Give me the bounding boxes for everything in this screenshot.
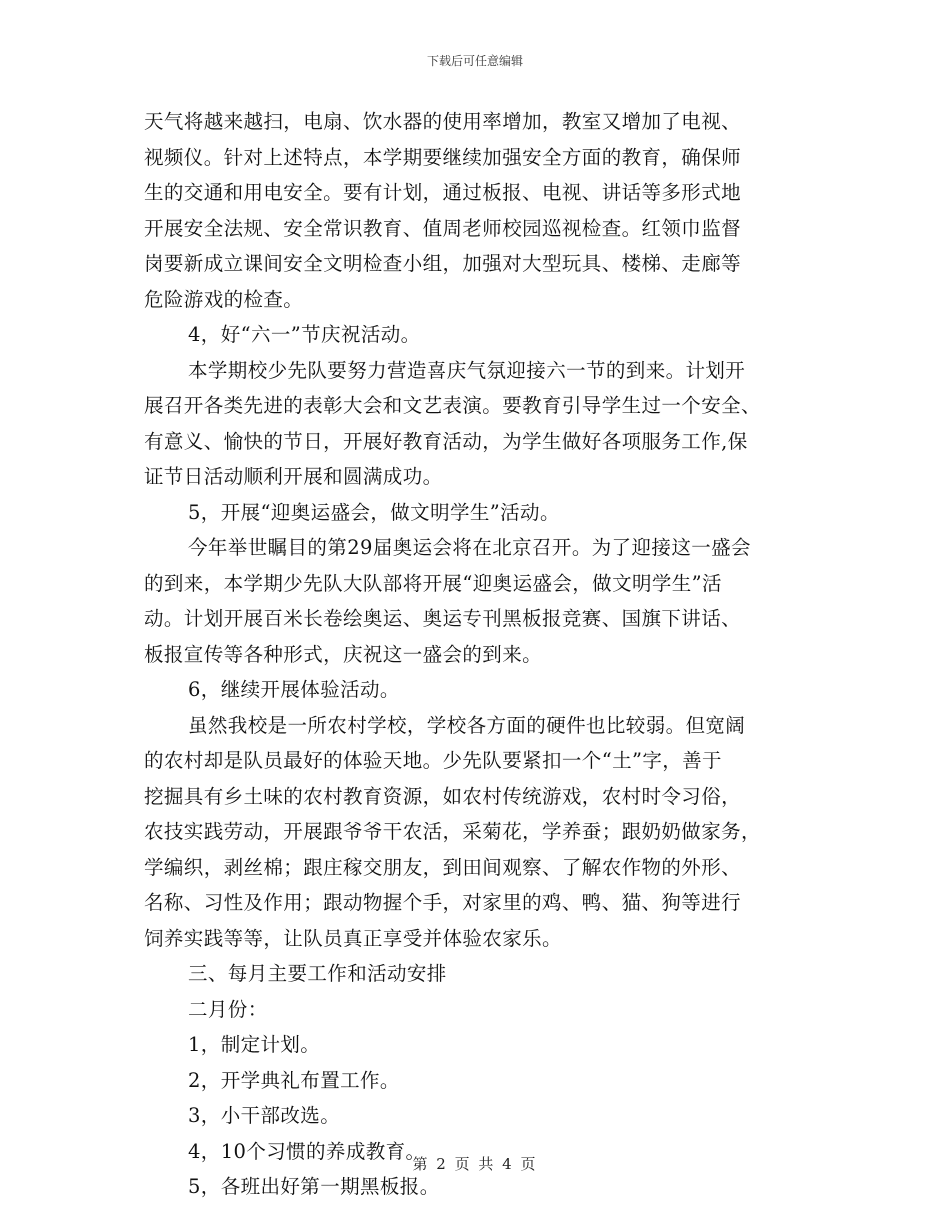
text-line: 三、每月主要工作和活动安排 — [188, 962, 447, 985]
document-body — [144, 104, 809, 1205]
text-line: 今年举世瞩目的第29届奥运会将在北京召开。为了迎接这一盛会 — [188, 536, 751, 559]
text-line: 3，小干部改选。 — [188, 1104, 341, 1127]
text-line: 农技实践劳动，开展跟爷爷干农活，采菊花，学养蚕；跟奶奶做家务， — [144, 820, 761, 843]
text-line: 4，10个习惯的养成教育。 — [188, 1139, 426, 1163]
text-line: 生的交通和用电安全。要有计划，通过板报、电视、讲话等多形式地 — [144, 181, 742, 204]
text-line: 二月份： — [188, 997, 268, 1021]
text-line: 2，开学典礼布置工作。 — [188, 1068, 400, 1092]
text-line: 视频仪。针对上述特点，本学期要继续加强安全方面的教育，确保师 — [144, 145, 742, 169]
text-line: 挖掘具有乡土味的农村教育资源，如农村传统游戏，农村时令习俗， — [144, 784, 742, 808]
text-line: 天气将越来越扫，电扇、饮水器的使用率增加，教室又增加了电视、 — [144, 110, 742, 133]
text-line: 饲养实践等等，让队员真正享受并体验农家乐。 — [144, 926, 562, 950]
text-line: 4，好“六一”节庆祝活动。 — [188, 323, 421, 346]
text-line: 展召开各类先进的表彰大会和文艺表演。要教育引导学生过一个安全、 — [144, 394, 761, 417]
text-line: 本学期校少先队要努力营造喜庆气氛迎接六一节的到来。计划开 — [188, 358, 746, 382]
text-line: 证节日活动顺利开展和圆满成功。 — [144, 465, 443, 488]
page-footer: 第 2 页 共 4 页 — [412, 1155, 538, 1173]
text-line: 名称、习性及作用；跟动物握个手，对家里的鸡、鸭、猫、狗等进行 — [144, 891, 742, 914]
text-line: 的农村却是队员最好的体验天地。少先队要紧扣一个“土”字，善于 — [144, 749, 722, 772]
text-line: 学编织，剥丝棉；跟庄稼交朋友，到田间观察、了解农作物的外形、 — [144, 855, 742, 879]
text-line: 虽然我校是一所农村学校，学校各方面的硬件也比较弱。但宽阔 — [188, 713, 746, 737]
text-line: 危险游戏的检查。 — [144, 287, 304, 311]
text-line: 动。计划开展百米长卷绘奥运、奥运专刊黑板报竞赛、国旗下讲话、 — [144, 607, 742, 630]
text-line: 5，开展“迎奥运盛会，做文明学生”活动。 — [188, 500, 560, 524]
text-line: 开展安全法规、安全常识教育、值周老师校园巡视检查。红领巾监督 — [144, 216, 742, 240]
text-line: 板报宣传等各种形式，庆祝这一盛会的到来。 — [144, 642, 543, 666]
text-line: 1，制定计划。 — [188, 1033, 321, 1056]
page-header: 下载后可任意编辑 — [426, 54, 523, 68]
text-line: 岗要新成立课间安全文明检查小组，加强对大型玩具、楼梯、走廊等 — [144, 252, 742, 275]
text-line: 5，各班出好第一期黑板报。 — [188, 1175, 440, 1198]
text-line: 6，继续开展体验活动。 — [188, 678, 400, 701]
text-line: 有意义、愉快的节日，开展好教育活动，为学生做好各项服务工作,保 — [144, 429, 748, 453]
text-line: 的到来，本学期少先队大队部将开展“迎奥运盛会，做文明学生”活 — [144, 571, 722, 595]
